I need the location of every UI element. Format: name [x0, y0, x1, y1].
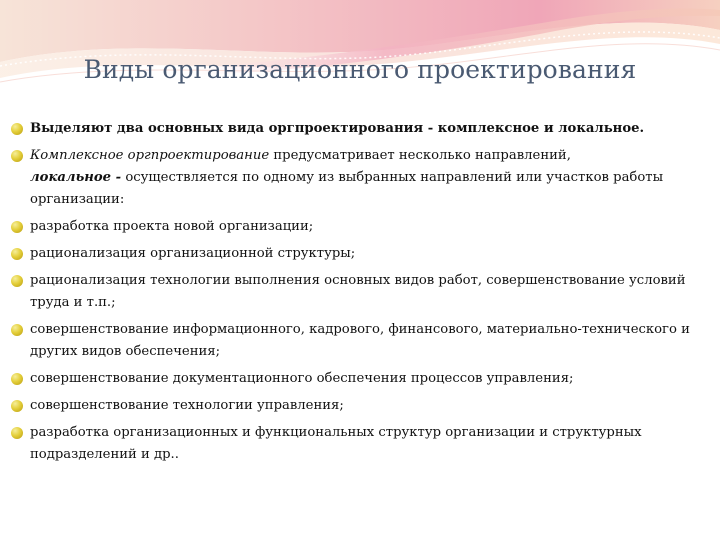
list-item [10, 395, 690, 417]
bullet-icon [11, 123, 23, 135]
list-item-text: рационализация технологии выполнения основных видов работ, совершенствование условий труда и т.п.; [30, 273, 686, 310]
list-item-text: совершенствование информационного, кадрового, финансового, материально-технического и других видов обеспечения; [30, 322, 690, 359]
list-item [10, 422, 690, 466]
list-item [10, 118, 690, 140]
bullet-icon [11, 427, 23, 439]
bullet-icon [11, 275, 23, 287]
list-item [10, 243, 690, 265]
list-item [10, 216, 690, 238]
list-item-text: предусматривает несколько направлений, [269, 148, 571, 163]
list-item [10, 368, 690, 390]
list-item-text: рационализация организационной структуры; [30, 246, 356, 261]
bullet-list [10, 118, 690, 471]
bullet-icon [11, 373, 23, 385]
bullet-icon [11, 400, 23, 412]
slide-title: Виды организационного проектирования [83, 55, 637, 84]
list-item-text: осуществляется по одному из выбранных направлений или участков работы организации: [30, 170, 664, 207]
list-item [10, 319, 690, 363]
list-item-text: разработка проекта новой организации; [30, 219, 314, 234]
list-item [10, 270, 690, 314]
bullet-icon [11, 248, 23, 260]
list-item [10, 145, 690, 211]
term-complex: Комплексное оргпроектирование [30, 148, 270, 163]
list-item-text: Выделяют два основных вида оргпроектирования - комплексное и локальное. [30, 121, 645, 136]
list-item-text: совершенствование документационного обеспечения процессов управления; [30, 371, 574, 386]
bullet-icon [11, 221, 23, 233]
bullet-icon [11, 324, 23, 336]
bullet-icon [11, 150, 23, 162]
list-item-text: совершенствование технологии управления; [30, 398, 344, 413]
list-item-text: разработка организационных и функциональных структур организации и структурных подразделений и др.. [30, 425, 642, 462]
term-local: локальное - [30, 170, 122, 185]
